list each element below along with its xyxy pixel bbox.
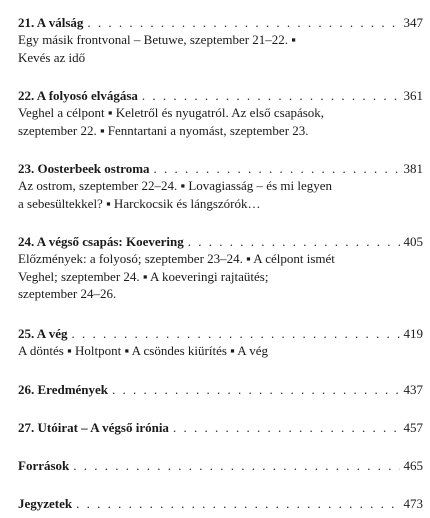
chapter-subline: Veghel a célpont ▪ Keletről és nyugatról. Az első csapások, (18, 105, 325, 120)
toc-entry-heading (18, 457, 423, 474)
chapter-subline: Előzmények: a folyosó; szeptember 23–24. ▪ A célpont ismét (18, 251, 335, 266)
chapter-subline: A döntés ▪ Holtpont ▪ A csöndes kiürítés ▪ A vég (18, 342, 268, 358)
chapter-title: 24. A végső csapás: Koevering (18, 234, 184, 249)
toc-entry-24 (18, 233, 423, 303)
chapter-subline: Veghel; szeptember 24. ▪ A koeveringi rajtaütés; (18, 268, 269, 284)
toc-entry-notes (18, 495, 423, 512)
toc-entry-heading (18, 325, 423, 342)
chapter-subline: Egy másik frontvonal – Betuwe, szeptember 21–22. ▪ (18, 32, 296, 47)
dot-leader (142, 87, 400, 104)
page-number: 347 (403, 15, 423, 30)
dot-leader (188, 233, 400, 250)
toc-entry-22 (18, 87, 423, 139)
chapter-title: 21. A válság (18, 15, 84, 30)
table-of-contents (18, 12, 423, 512)
dot-leader (71, 325, 399, 342)
dot-leader (76, 495, 399, 512)
toc-entry-heading (18, 233, 423, 250)
chapter-title: 23. Oosterbeek ostroma (18, 161, 150, 176)
chapter-title: 27. Utóirat – A végső irónia (18, 420, 169, 435)
page-number: 419 (403, 325, 423, 341)
chapter-subline: szeptember 22. ▪ Fenntartani a nyomást, szeptember 23. (18, 122, 309, 138)
page-number: 437 (403, 382, 423, 397)
dot-leader (112, 381, 399, 398)
toc-entry-heading (18, 160, 423, 177)
chapter-subline: Kevés az idő (18, 49, 86, 65)
toc-entry-heading (18, 14, 423, 31)
chapter-title: Források (18, 458, 70, 473)
chapter-subline: a sebesültekkel? ▪ Harckocsik és lángszórók… (18, 195, 261, 211)
toc-entry-25 (18, 325, 423, 360)
dot-leader (173, 419, 400, 436)
page-number: 381 (403, 161, 423, 176)
chapter-subline: Az ostrom, szeptember 22–24. ▪ Lovagiasság – és mi legyen (18, 178, 333, 193)
toc-entry-27 (18, 419, 423, 436)
chapter-title: Jegyzetek (18, 496, 73, 511)
chapter-subline: szeptember 24–26. (18, 286, 117, 301)
toc-entry-heading (18, 495, 423, 512)
dot-leader (154, 160, 400, 177)
page-number: 361 (403, 88, 423, 103)
toc-entry-26 (18, 381, 423, 398)
page-number: 465 (403, 458, 423, 473)
toc-entry-sources (18, 457, 423, 474)
dot-leader (73, 457, 399, 474)
toc-entry-heading (18, 381, 423, 398)
chapter-title: 25. A vég (18, 325, 68, 341)
page-number: 457 (403, 420, 423, 435)
chapter-title: 26. Eredmények (18, 382, 109, 397)
chapter-title: 22. A folyosó elvágása (18, 88, 138, 103)
dot-leader (87, 14, 399, 31)
toc-entry-21 (18, 14, 423, 66)
toc-entry-23 (18, 160, 423, 212)
toc-entry-heading (18, 87, 423, 104)
page-number: 473 (403, 496, 423, 511)
toc-entry-heading (18, 419, 423, 436)
page-number: 405 (403, 234, 423, 249)
